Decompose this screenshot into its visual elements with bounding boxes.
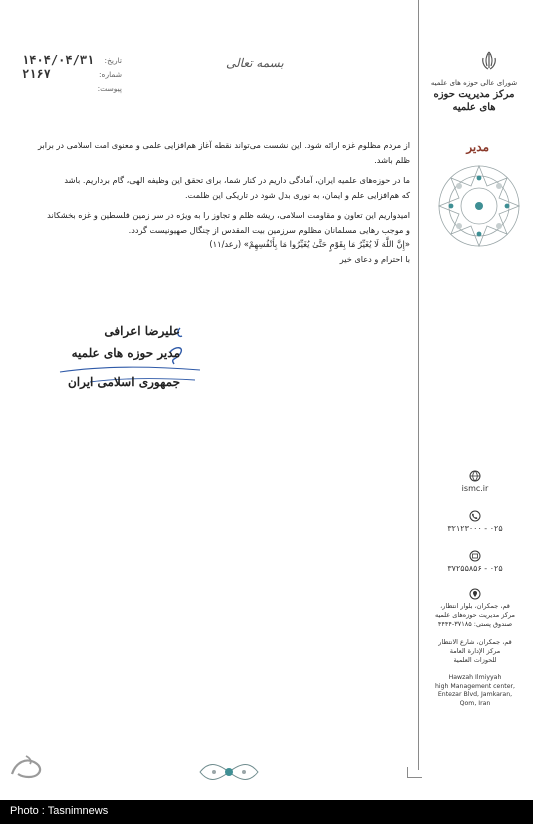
signatory-title: مدیر حوزه های علمیه [71,346,180,360]
letter-body [18,138,410,266]
number-row [22,67,122,84]
phone-icon [469,510,481,522]
signature-block [30,320,240,400]
website-text: ismc.ir [461,484,489,493]
location-pin-icon [469,588,481,600]
bottom-ornament-icon [198,760,260,784]
role-title: مدیر [466,140,489,154]
tasnim-watermark-logo [6,752,50,782]
bismillah-header: بسمه تعالی [226,56,284,70]
address-en-line: Entezar Blvd, Jamkaran, [437,691,513,698]
body-line: ما در حوزه‌های علمیه ایران، آمادگی داریم در کنار شما، برای تحقق این وظیفه الهی، گام برداریم. باشد [64,175,410,185]
attachment-label: پیوست: [97,84,122,93]
address-en-line: high Management center, [434,682,516,690]
phone-row [425,510,525,534]
phone-text: ۰۲۵ - ۳۲۱۲۳۰۰۰ [447,524,503,533]
signatory-country: جمهوری اسلامی ایران [67,375,180,389]
body-line: که هم‌افزایی علم و ایمان، به نوری بدل شود در تاریکی این ظلمت. [185,189,410,200]
address-ar-line: مرکز الإدارة العامة [449,647,501,655]
body-line: امیدواریم این تعاون و مقاومت اسلامی، ریشه ظلم و تجاوز را به ویژه در سر زمین فلسطین و غزه بخشکاند [47,210,410,220]
islamic-ornament-icon [435,162,523,250]
address-ar-line: للحوزات العلمیة [453,656,497,664]
address-ar-line: قم، جمکران، شارع الانتظار [438,638,512,646]
number-label: شماره: [99,70,122,79]
body-line: از مردم مظلوم غزه ارائه شود. این نشست می‌تواند نقطه آغاز هم‌افزایی علمی و معنوی امت اسلامی در برابر [37,140,410,150]
org-name [429,78,519,114]
address-fa-line: مرکز مدیریت حوزه‌های علمیه [434,611,516,619]
signatory-name: علیرضا اعرافی [104,324,180,338]
body-line: ظلم باشد. [374,154,410,165]
quran-verse: «إِنَّ اللَّهَ لَا یُغَیِّرُ مَا بِقَوْمٍ حَتَّىٰ یُغَیِّرُوا مَا بِأَنْفُسِهِمْ» (رعد/۱۱) [209,239,410,249]
address-fa-line: صندوق پستی: ۳۷۱۸۵-۴۴۴۴ [437,620,513,628]
fax-icon [469,550,481,562]
sidebar-corner-line [407,767,422,778]
address-fa-line: قم، جمکران، بلوار انتظار، [440,602,510,610]
letter-meta [22,53,122,98]
website-row [425,470,525,494]
photo-credit-bar [0,800,533,824]
org-line1: شورای عالی حوزه های علمیه [430,79,518,87]
date-value: ۱۴۰۴/۰۴/۳۱ [22,53,95,67]
globe-icon [469,470,481,482]
closing-line: با احترام و دعای خیر [339,253,410,264]
address-ar-row [425,638,525,665]
iran-emblem-icon [479,50,499,72]
org-line2: مرکز مدیریت حوزه های علمیه [433,89,515,113]
number-value: ۲۱۶۷ [22,67,51,81]
attachment-row [22,84,122,98]
fax-row [425,550,525,574]
date-label: تاریخ: [104,56,122,65]
address-en-row [425,674,525,708]
address-en-line: Qom, Iran [459,699,491,707]
photo-credit-text: Photo : Tasnimnews [10,805,109,817]
address-en-line: Hawzah Ilmiyyah [448,674,502,681]
fax-text: ۰۲۵ - ۳۷۲۵۵۸۵۶ [447,564,503,573]
address-fa-row [425,588,525,629]
body-line: و موجب رهایی مسلمانان مظلوم سرزمین بیت المقدس از چنگال صهیونیست گردد. [128,224,410,235]
